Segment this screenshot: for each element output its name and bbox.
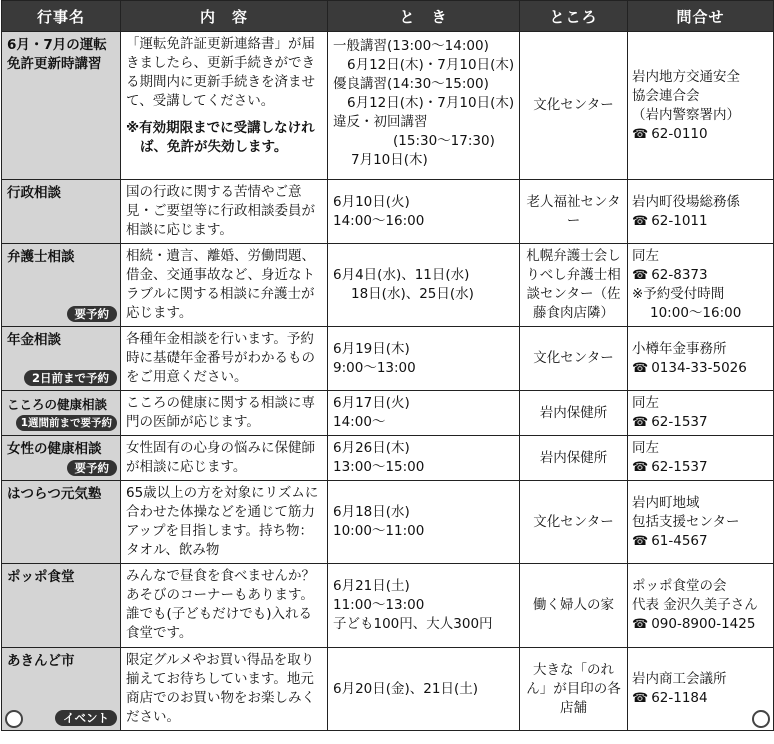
when-line: 6月4日(水)、11日(水) xyxy=(333,267,470,283)
event-place: 文化センター xyxy=(520,32,628,180)
table-row xyxy=(2,180,774,244)
when-line: 一般講習(13:00～14:00) xyxy=(333,38,489,54)
phone-text: 62-8373 xyxy=(651,267,708,283)
when-line: 6月12日(木)・7月10日(木) xyxy=(347,57,515,73)
event-place: 岩内保健所 xyxy=(520,391,628,436)
header-event-name: 行事名 xyxy=(2,1,121,32)
event-when xyxy=(328,327,520,391)
contact-line: 同左 xyxy=(632,248,659,264)
phone-number xyxy=(632,532,769,551)
contact-line: 岩内町役場総務係 xyxy=(632,193,740,210)
phone-number xyxy=(632,689,769,708)
event-place: 大きな「のれん」が目印の各店舗 xyxy=(520,648,628,731)
phone-number xyxy=(632,615,769,634)
contact-line: 岩内地方交通安全 xyxy=(632,68,740,85)
when-line: 優良講習(14:30～15:00) xyxy=(333,76,489,92)
table-row xyxy=(2,564,774,648)
event-place: 岩内保健所 xyxy=(520,436,628,481)
when-line: 子ども100円、大人300円 xyxy=(333,616,493,632)
contact-line: 協会連合会 xyxy=(632,87,700,104)
event-contact xyxy=(628,32,774,180)
header-when: と き xyxy=(328,1,520,32)
when-line: 14:00～16:00 xyxy=(333,212,425,229)
event-contact xyxy=(628,481,774,564)
phone-icon: ☎ xyxy=(632,213,649,229)
event-content: 女性固有の心身の悩みに保健師が相談に応じます。 xyxy=(121,436,328,481)
event-place: 老人福祉センター xyxy=(520,180,628,244)
circle-mark-icon xyxy=(752,710,770,728)
when-line: 6月20日(金)、21日(土) xyxy=(333,680,479,697)
when-line: 7月10日(木) xyxy=(351,152,428,168)
phone-icon: ☎ xyxy=(632,415,649,430)
event-contact xyxy=(628,327,774,391)
content-text: 「運転免許証更新連絡書」が届きましたら、更新手続きができる期間内に更新手続きを済ませて、受講してください。 xyxy=(126,36,315,109)
event-contact xyxy=(628,564,774,648)
table-row xyxy=(2,244,774,327)
circle-mark-icon xyxy=(5,710,23,728)
event-name: 女性の健康相談 要予約 xyxy=(2,436,121,481)
phone-number xyxy=(632,212,769,231)
phone-text: 62-1537 xyxy=(651,414,708,430)
phone-icon: ☎ xyxy=(632,126,649,142)
event-contact xyxy=(628,180,774,244)
phone-number xyxy=(632,266,769,285)
event-name: 弁護士相談 要予約 xyxy=(2,244,121,327)
contact-line: （岩内警察署内） xyxy=(632,106,740,123)
phone-text: 62-1184 xyxy=(651,690,708,706)
phone-text: 62-1537 xyxy=(651,459,708,475)
when-line: 10:00～11:00 xyxy=(333,523,425,539)
contact-line: 代表 金沢久美子さん xyxy=(632,597,758,613)
event-when xyxy=(328,180,520,244)
when-line: 6月17日(火) xyxy=(333,395,410,411)
contact-line: ※予約受付時間 xyxy=(632,286,725,302)
table-row xyxy=(2,436,774,481)
contact-line: 岩内商工会議所 xyxy=(632,671,727,687)
header-row xyxy=(2,1,774,32)
event-name: はつらつ元気塾 xyxy=(2,481,121,564)
phone-text: 0134-33-5026 xyxy=(651,359,747,376)
event-name: 年金相談 2日前まで予約 xyxy=(2,327,121,391)
event-when xyxy=(328,32,520,180)
when-line: 6月12日(木)・7月10日(木) xyxy=(347,95,515,111)
phone-number xyxy=(632,458,769,477)
phone-text: 090-8900-1425 xyxy=(651,616,756,632)
event-contact xyxy=(628,648,774,731)
contact-line: 包括支援センター xyxy=(632,513,740,530)
header-contact: 問合せ xyxy=(628,1,774,32)
event-when xyxy=(328,648,520,731)
table-row xyxy=(2,391,774,436)
expiry-warning: ※有効期限までに受講しなければ、免許が失効します。 xyxy=(126,120,315,155)
event-name: ポッポ食堂 xyxy=(2,564,121,648)
event-content: みんなで昼食を食べませんか？あそびのコーナーもあります。誰でも(子どもだけでも)入れる食堂です。 xyxy=(121,564,328,648)
phone-number xyxy=(632,125,769,144)
when-line: 6月26日(木) xyxy=(333,440,410,456)
when-line: 11:00～13:00 xyxy=(333,597,425,613)
event-name: 行政相談 xyxy=(2,180,121,244)
when-line: 6月18日(水) xyxy=(333,504,410,520)
when-line: 6月10日(火) xyxy=(333,193,410,210)
reservation-badge: 1週間前まで要予約 xyxy=(16,415,117,431)
events-table xyxy=(1,0,774,731)
event-when xyxy=(328,436,520,481)
phone-icon: ☎ xyxy=(632,617,649,632)
phone-icon: ☎ xyxy=(632,533,649,549)
event-content: こころの健康に関する相談に専門の医師が応じます。 xyxy=(121,391,328,436)
event-content: 65歳以上の方を対象にリズムに合わせた体操などを通じて筋力アップを目指します。持ち物：タオル、飲み物 xyxy=(121,481,328,564)
phone-icon: ☎ xyxy=(632,360,649,376)
table-row xyxy=(2,481,774,564)
contact-line: ポッポ食堂の会 xyxy=(632,578,727,594)
phone-text: 62-1011 xyxy=(651,212,708,229)
event-when xyxy=(328,564,520,648)
event-name: あきんど市 イベント xyxy=(2,648,121,731)
when-line: 18日(水)、25日(水) xyxy=(351,286,474,302)
event-place: 文化センター xyxy=(520,327,628,391)
event-badge: イベント xyxy=(55,710,117,726)
reservation-badge: 要予約 xyxy=(67,306,118,322)
phone-icon: ☎ xyxy=(632,691,649,706)
event-name: 6月・7月の運転免許更新時講習 xyxy=(2,32,121,180)
header-content: 内 容 xyxy=(121,1,328,32)
reservation-badge: 2日前まで予約 xyxy=(24,370,117,386)
event-content xyxy=(121,32,328,180)
contact-line: 岩内町地域 xyxy=(632,494,700,511)
when-line: 6月21日(土) xyxy=(333,578,410,594)
when-line: 14:00～ xyxy=(333,414,386,430)
when-line: 6月19日(木) xyxy=(333,340,410,357)
event-content: 限定グルメやお買い得品を取り揃えてお待ちしています。地元商店でのお買い物をお楽しみください。 xyxy=(121,648,328,731)
table-row xyxy=(2,327,774,391)
when-line: 違反・初回講習 xyxy=(333,114,428,130)
event-name: こころの健康相談 1週間前まで要予約 xyxy=(2,391,121,436)
table-row xyxy=(2,648,774,731)
contact-line: 同左 xyxy=(632,395,659,411)
event-content: 国の行政に関する苦情やご意見・ご要望等に行政相談委員が相談に応じます。 xyxy=(121,180,328,244)
event-contact xyxy=(628,436,774,481)
when-line: (15:30～17:30) xyxy=(393,133,495,149)
event-contact xyxy=(628,244,774,327)
header-place: ところ xyxy=(520,1,628,32)
event-when xyxy=(328,391,520,436)
event-place: 札幌弁護士会しりべし弁護士相談センター（佐藤食肉店隣） xyxy=(520,244,628,327)
phone-number xyxy=(632,359,769,378)
event-contact xyxy=(628,391,774,436)
phone-text: 62-0110 xyxy=(651,125,708,142)
event-place: 働く婦人の家 xyxy=(520,564,628,648)
contact-line: 10:00～16:00 xyxy=(650,305,742,321)
when-line: 9:00～13:00 xyxy=(333,359,416,376)
reservation-badge: 要予約 xyxy=(67,460,118,476)
event-content: 相続・遺言、離婚、労働問題、借金、交通事故など、身近なトラブルに関する相談に弁護士が応じます。 xyxy=(121,244,328,327)
contact-line: 小樽年金事務所 xyxy=(632,340,727,357)
when-line: 13:00～15:00 xyxy=(333,459,425,475)
event-place: 文化センター xyxy=(520,481,628,564)
contact-line: 同左 xyxy=(632,440,659,456)
phone-icon: ☎ xyxy=(632,268,649,283)
phone-number xyxy=(632,413,769,432)
table-row xyxy=(2,32,774,180)
event-content: 各種年金相談を行います。予約時に基礎年金番号がわかるものをご用意ください。 xyxy=(121,327,328,391)
event-when xyxy=(328,244,520,327)
event-when xyxy=(328,481,520,564)
phone-text: 61-4567 xyxy=(651,532,708,549)
phone-icon: ☎ xyxy=(632,460,649,475)
